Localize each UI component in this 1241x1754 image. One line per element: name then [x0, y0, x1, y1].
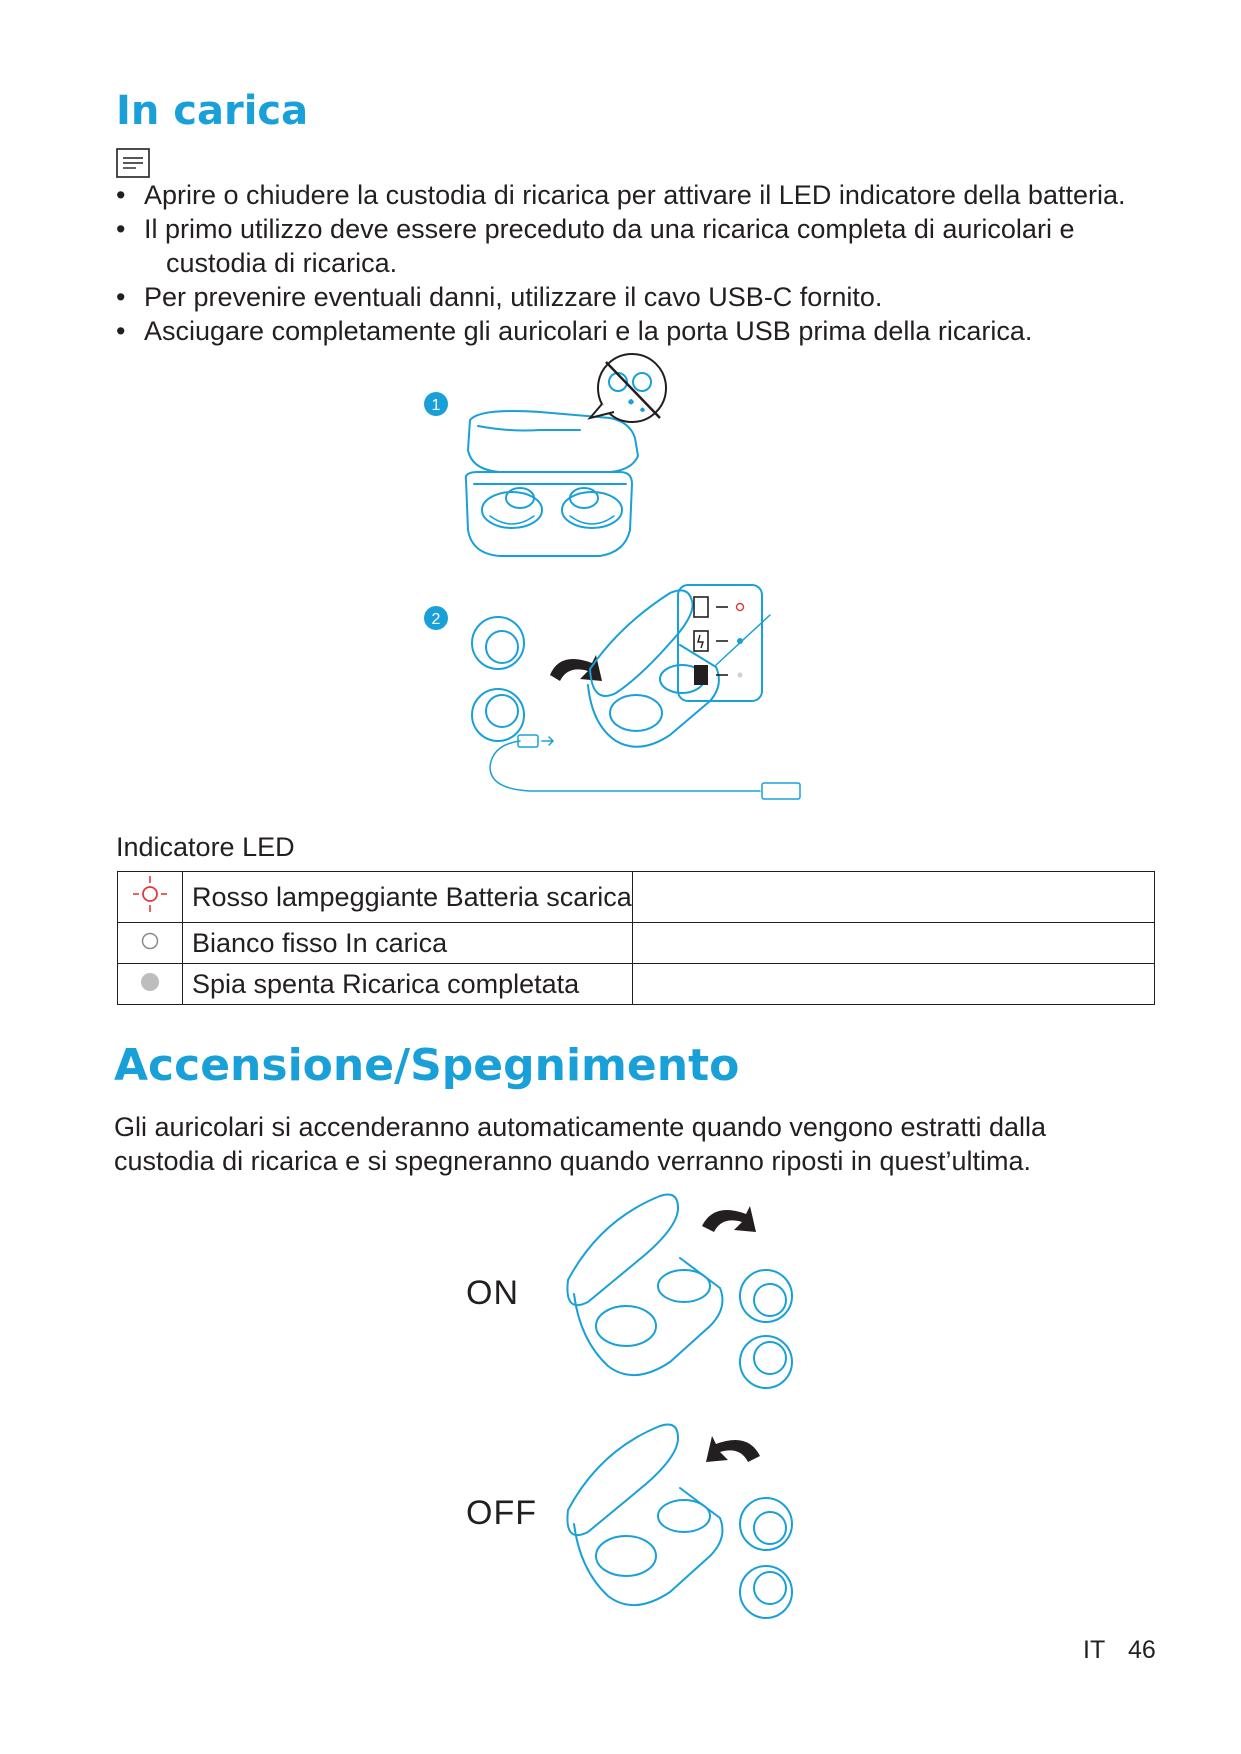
case-open-illustration: [420, 360, 680, 570]
footer-language: IT: [1083, 1636, 1106, 1664]
page-number: 46: [1128, 1636, 1156, 1664]
power-description: Gli auricolari si accenderanno automaticamente quando vengono estratti dalla custodia di ricarica e si spegneranno quando verranno riposti in quest’ultima.: [114, 1112, 1047, 1176]
led-text: Rosso lampeggiante Batteria scarica: [183, 872, 633, 923]
table-row: [118, 872, 1155, 923]
blinking-red-led-icon: [130, 874, 170, 914]
charging-title: In carica: [116, 88, 309, 134]
note-icon: [116, 148, 150, 178]
note-item: • Asciugare completamente gli auricolari e la porta USB prima della ricarica.: [116, 314, 1196, 348]
step-1-label: 1: [431, 397, 441, 414]
notes-list: [116, 178, 1196, 348]
led-text: Bianco fisso In carica: [183, 923, 633, 964]
off-label: OFF: [466, 1494, 537, 1532]
power-off-illustration: [560, 1420, 820, 1630]
led-table: [117, 871, 1155, 1005]
led-heading: Indicatore LED: [116, 832, 295, 862]
power-on-illustration: [560, 1190, 820, 1400]
led-off-icon: [139, 971, 161, 993]
led-text: Spia spenta Ricarica completata: [183, 964, 633, 1005]
table-row: [118, 964, 1155, 1005]
on-label: ON: [466, 1274, 519, 1312]
note-item: • Per prevenire eventuali danni, utilizzare il cavo USB-C fornito.: [116, 280, 1196, 314]
note-item: • Il primo utilizzo deve essere preceduto da una ricarica completa di auricolari e custodia di ricarica.: [116, 212, 1196, 280]
charging-illustration: [420, 585, 860, 810]
table-row: [118, 923, 1155, 964]
step-2-label: 2: [431, 611, 441, 628]
note-item: • Aprire o chiudere la custodia di ricarica per attivare il LED indicatore della batteria.: [116, 178, 1196, 212]
power-title: Accensione/Spegnimento: [114, 1040, 740, 1091]
white-led-icon: [139, 930, 161, 952]
